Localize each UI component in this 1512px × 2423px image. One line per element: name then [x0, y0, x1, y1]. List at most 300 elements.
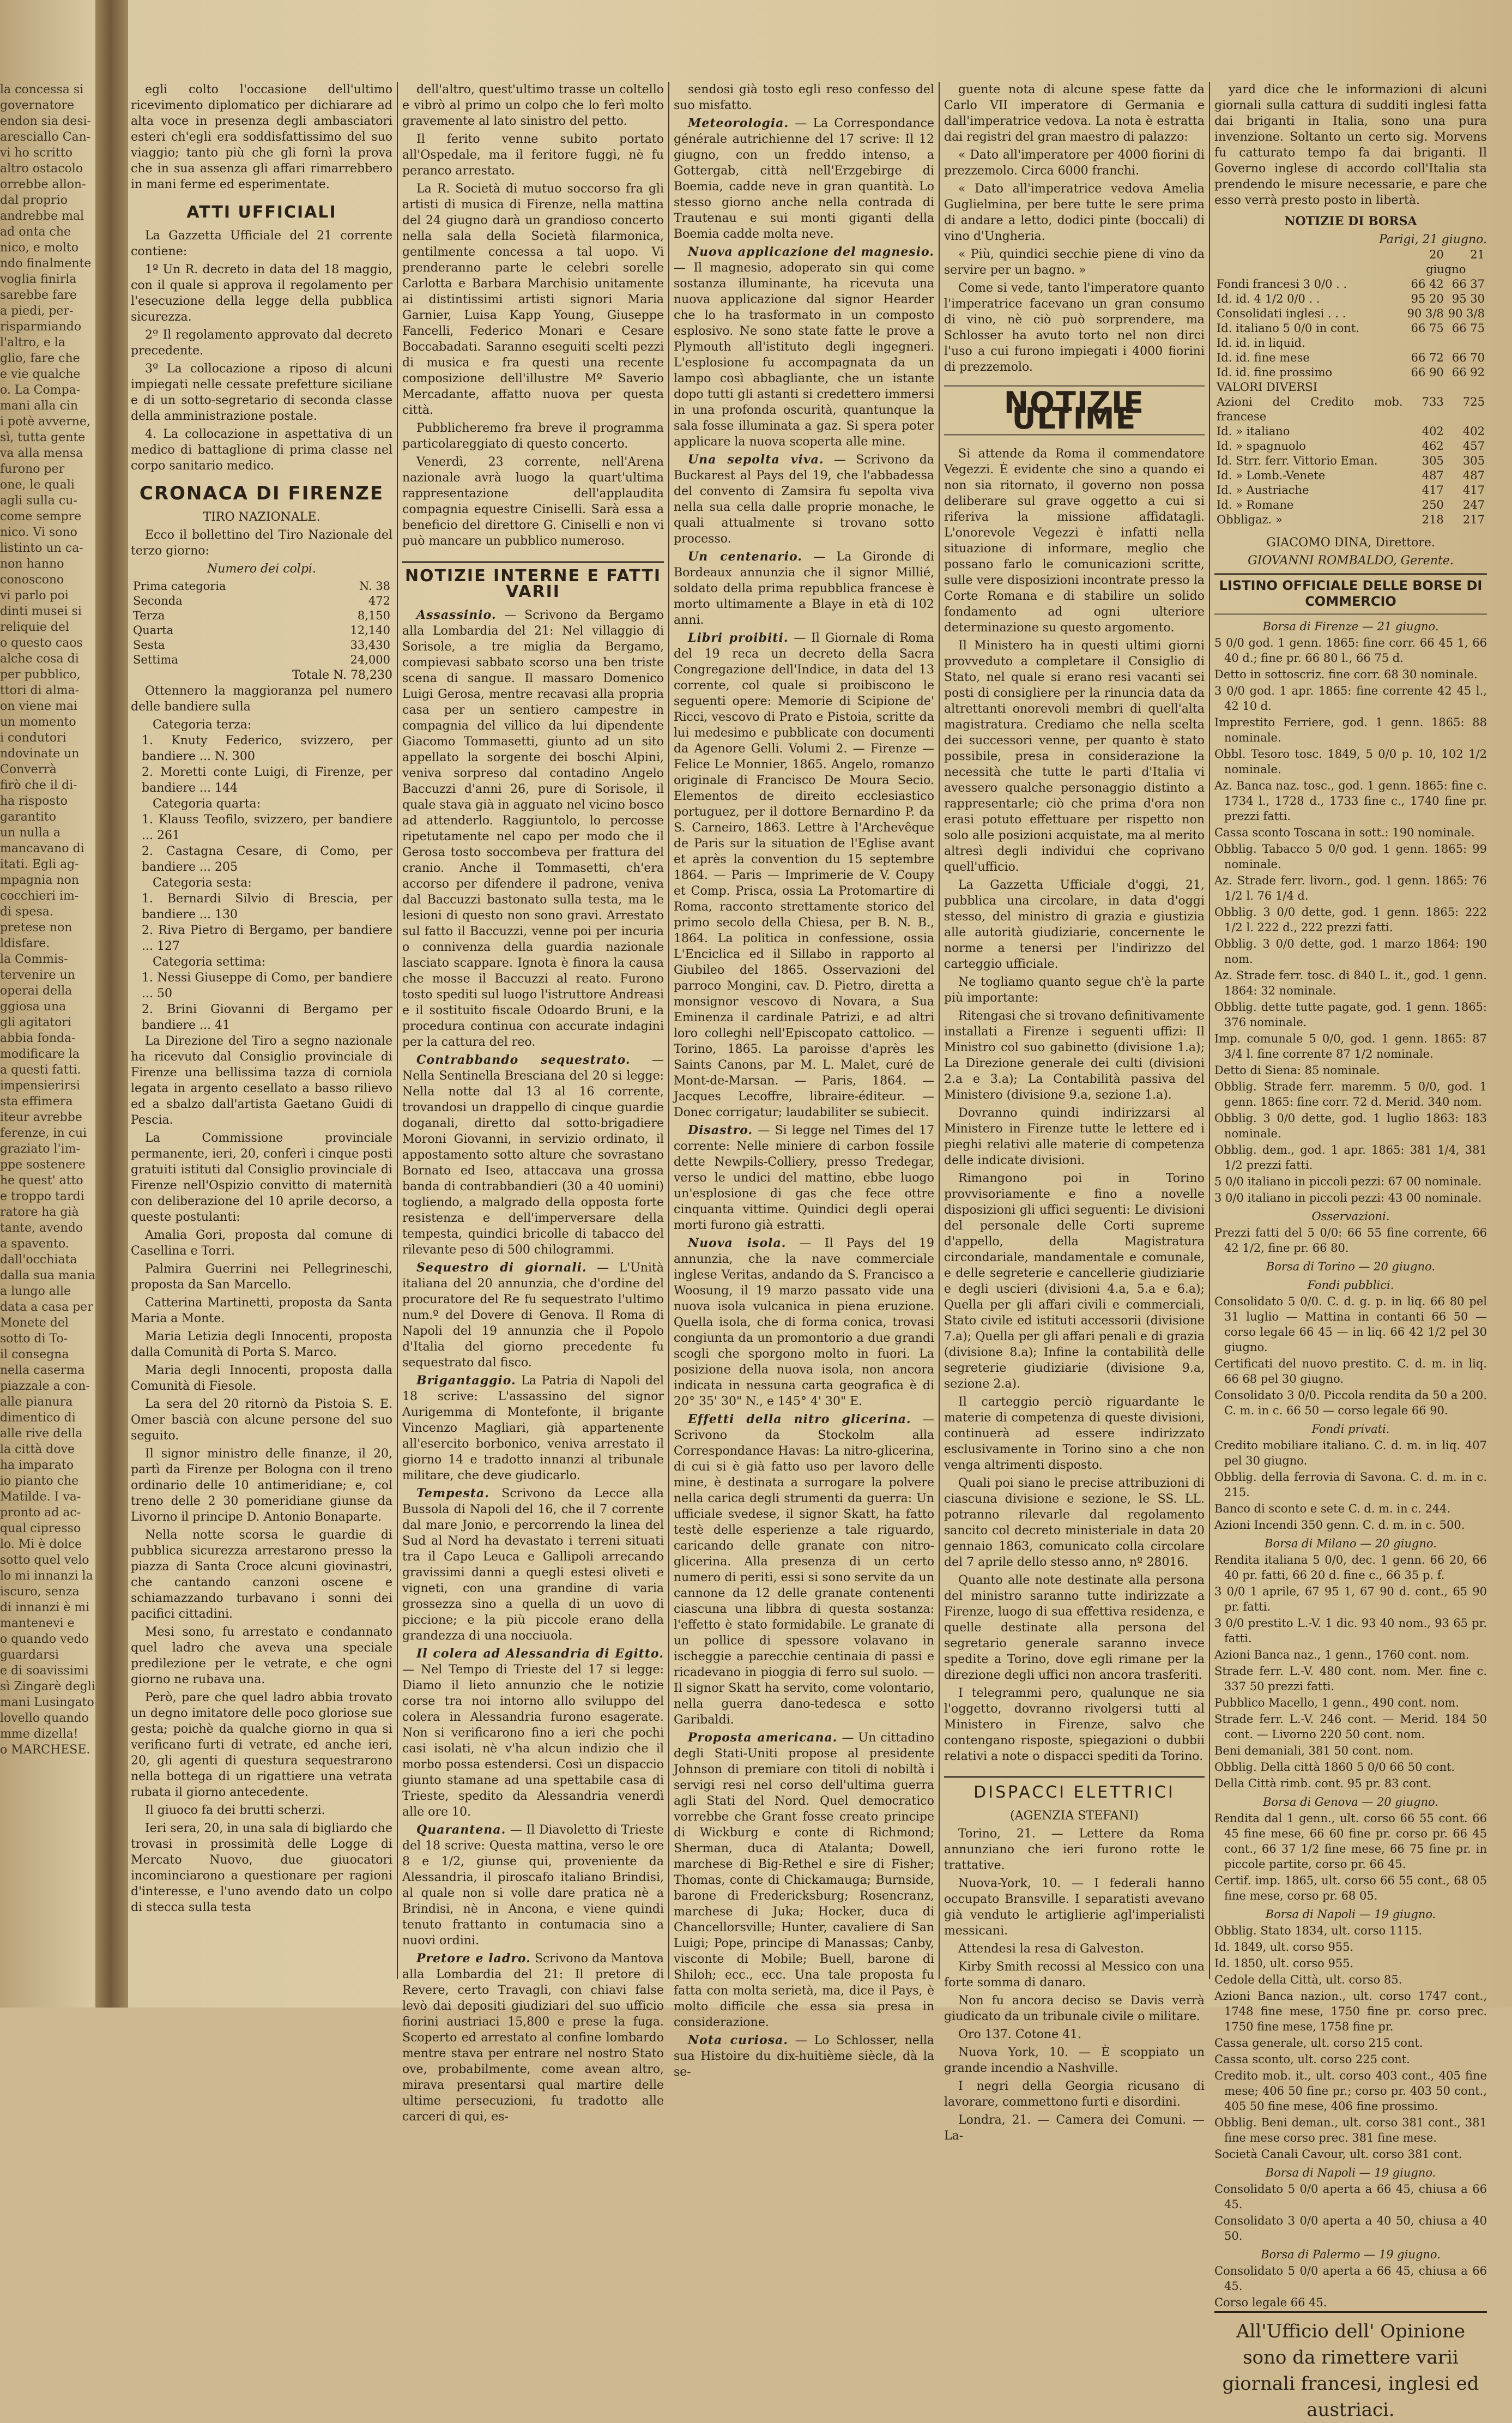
- news-paragraph: dell'altro, quest'ultimo trasse un coltello e vibrò al primo un colpo che lo ferì molto gravemente al lato sinistro del petto.: [402, 83, 664, 128]
- fragment-line: sì Zingarè degli: [0, 1680, 95, 1693]
- news-paragraph: Il giuoco fa dei brutti scherzi.: [145, 1804, 325, 1817]
- listino-line: Obblig. Beni deman., ult. corso 381 cont., 381 fine mese corso prec. 381 fine mese.: [1214, 2116, 1487, 2144]
- tiro-value: 24,000: [350, 653, 390, 666]
- fragment-line: per pubblico,: [0, 668, 81, 682]
- listino-section: Borsa di Napoli — 19 giugno.: [1265, 1908, 1436, 1921]
- borsa-header-blank: [1214, 262, 1405, 277]
- borsa-col-21: 21: [1470, 248, 1485, 261]
- news-paragraph: Pubblicheremo fra breve il programma particolareggiato di questo concerto.: [402, 421, 664, 451]
- news-paragraph: Ritengasi che si trovano definitivamente installati a Firenze i seguenti uffizi: Il Ministro col suo gabinetto (divisione 1.a); La Direzione generale dei culti (divisioni 2.a e 3.a); La Contabilità passiva del Ministero (divisione 9.a, sezione 1.a).: [944, 1009, 1205, 1102]
- fragment-line: conoscono: [0, 573, 64, 587]
- news-item-title: Contrabbando sequestrato.: [416, 1053, 631, 1067]
- fragment-line: vi parlo poi: [0, 589, 69, 602]
- fragment-line: listinto un ca-: [0, 541, 83, 555]
- fragment-line: on viene mai: [0, 700, 78, 713]
- bandiere-line: 2. Brini Giovanni di Bergamo per bandiere ... 41: [142, 1003, 392, 1032]
- borsa-row: [1214, 351, 1487, 365]
- dispacci-list: [944, 1826, 1205, 2144]
- listino-line: Az. Strade ferr. tosc. di 840 L. it., god. 1 genn. 1864: 32 nominale.: [1214, 969, 1487, 997]
- fragment-line: a lungo alle: [0, 1285, 71, 1298]
- borsa-value-20: 305: [1422, 454, 1444, 467]
- fragment-line: graziato l'im-: [0, 1142, 80, 1156]
- borsa-row: [1214, 424, 1487, 439]
- news-item-title: Libri proibiti.: [688, 631, 789, 645]
- dispacci-heading: DISPACCI ELETTRICI: [944, 1776, 1205, 1800]
- news-paragraph: La Gazzetta Ufficiale d'oggi, 21, pubblica una circolare, in data d'oggi stesso, del ministro di grazia e giustizia alle autorità giudiziarie, concernente le norme a tenersi per l'indirizzo del carteggio ufficiale.: [944, 878, 1205, 971]
- borsa-label: Id. id. fine prossimo: [1217, 366, 1333, 379]
- borsa-row: [1214, 483, 1487, 498]
- news-item-title: Nuova applicazione del magnesio.: [688, 245, 934, 259]
- bandiere-line: 2. Castagna Cesare, di Como, per bandiere ... 205: [142, 845, 392, 874]
- borsa-value-21: 417: [1462, 484, 1485, 497]
- news-paragraph: La sera del 20 ritornò da Pistoia S. E. Omer bascià con alcune persone del suo seguito.: [131, 1397, 392, 1443]
- notizie-interne-heading: NOTIZIE INTERNE E FATTI VARII: [402, 561, 664, 600]
- tiro-label: Settima: [133, 653, 178, 666]
- borsa-label: Id. » Lomb.-Venete: [1217, 469, 1326, 482]
- borsa-value-20: 417: [1422, 484, 1444, 497]
- borsa-header-row: [1214, 262, 1487, 277]
- listino-line: Az. Strade ferr. livorn., god. 1 genn. 1865: 76 1/2 l. 76 1/4 d.: [1214, 874, 1487, 902]
- news-paragraph: Ieri sera, 20, in una sala di bigliardo che trovasi in prossimità delle Logge di Mercato Nuovo, due giuocatori incominciarono a questionare per ragioni d'interesse, e l'uno avendo dato un colpo di stecca sulla testa: [131, 1822, 392, 1914]
- listino-line: Certif. imp. 1865, ult. corso 66 55 cont., 68 05 fine mese, corso pr. 68 05.: [1214, 1874, 1487, 1902]
- fragment-line: un momento: [0, 715, 76, 729]
- borsa-value-21: 305: [1462, 454, 1485, 467]
- borsa-value-20: [1405, 380, 1446, 395]
- bandiere-line: 1. Knuty Federico, svizzero, per bandiere ... N. 300: [142, 734, 392, 763]
- fragment-line: i potè avverne,: [0, 415, 90, 429]
- fragment-line: mpagnia non: [0, 873, 80, 887]
- borsa-label: Id. » Romane: [1217, 498, 1294, 511]
- fragment-line: sì, tutta gente: [0, 431, 86, 444]
- listino-line: Strade ferr. L.-V. 246 cont. — Merid. 184 50 cont. — Livorno 220 50 cont. nom.: [1214, 1713, 1487, 1741]
- news-paragraph: Il carteggio perciò riguardante le materie di competenza di queste divisioni, continuerà ad essere indirizzato esclusivamente in Torino sino a che non venga altrimenti disposto.: [944, 1395, 1205, 1472]
- news-item: [674, 1235, 934, 1409]
- news-item: [674, 1412, 934, 1728]
- fragment-line: io pianto che: [0, 1474, 79, 1488]
- news-item: [402, 1260, 664, 1371]
- fragment-line: sarebbe fare: [0, 288, 77, 302]
- news-item-text: — Nel Tempo di Trieste del 17 si legge: Diamo il lieto annunzio che le notizie corse tra noi intorno allo sviluppo del colera in Alessandria furono esagerate. Non si verificarono fino a ieri che pochi casi isolati, nè v'ha alcun indizio che il morbo possa estendersi. Così un dispaccio giunto stamane ad una spettabile casa di Trieste, spedito da Alessandria venerdì alle ore 10.: [402, 1663, 664, 1819]
- news-paragraph: Catterina Martinetti, proposta da Santa Maria a Monte.: [131, 1296, 392, 1325]
- tiro-table: [131, 579, 392, 667]
- fragment-line: modificare la: [0, 1047, 80, 1061]
- listino-line: Consolidato 5 0/0. C. d. g. p. in liq. 66 80 pel 31 luglio — Mattina in contanti 66 50 — corso legale 66 45 — in liq. 66 42 1/2 pel 30 giugno.: [1214, 1295, 1487, 1354]
- borsa-value-21: 95 30: [1451, 292, 1485, 305]
- fragment-line: mantenevi e: [0, 1617, 75, 1630]
- listino-line: 3 0/0 prestito L.-V. 1 dic. 93 40 nom., 93 65 pr. fatti.: [1214, 1617, 1487, 1645]
- listino-line: Obblig. Della città 1860 5 0/0 66 50 cont.: [1214, 1761, 1455, 1774]
- news-item-title: Tempesta.: [416, 1486, 489, 1500]
- dispatch-paragraph: Attendesi la resa di Galveston.: [958, 1942, 1144, 1956]
- news-paragraph: La Commissione provinciale permanente, ieri, 20, conferì i cinque posti gratuiti istituti dal Consiglio provinciale di Firenze nell'Ospizio convitto di maternità con deliberazione del 10 aprile decorso, a queste postulanti:: [131, 1131, 392, 1224]
- tiro-row: [131, 579, 392, 594]
- fragment-line: la concessa si: [0, 83, 84, 97]
- news-item-title: Il colera ad Alessandria di Egitto.: [416, 1647, 664, 1661]
- listino-line: Cedole della Città, ult. corso 85.: [1214, 1973, 1402, 1986]
- listino-line: 3 0/0 1 aprile, 67 95 1, 67 90 d. cont., 65 90 pr. fatti.: [1214, 1585, 1487, 1613]
- listino-line: Strade ferr. L.-V. 480 cont. nom. Mer. fine c. 337 50 prezzi fatti.: [1214, 1665, 1487, 1693]
- fragment-line: Matilde. I va-: [0, 1490, 81, 1504]
- news-item: [402, 607, 664, 1050]
- column-5-paragraphs: [1214, 82, 1487, 208]
- fragment-line: o quando vedo: [0, 1632, 89, 1646]
- news-paragraph: Maria Letizia degli Innocenti, proposta dalla Comunità di Porta S. Marco.: [131, 1330, 392, 1359]
- tiro-row: [131, 638, 392, 653]
- fragment-line: qual cipresso: [0, 1522, 81, 1535]
- news-item-title: Proposta americana.: [688, 1731, 838, 1745]
- listino-line: 5 0/0 god. 1 genn. 1865: fine corr. 66 45 1, 66 40 d.; fine pr. 66 80 l., 66 75 d.: [1214, 636, 1487, 665]
- borsa-value-21: 487: [1462, 469, 1485, 482]
- news-item-text: La Patria di Napoli del 18 scrive: L'assassino del signor Aurigemma di Montefonte, il brigante Vincenzo Magliari, già appartenente all'esercito borbonico, veniva arrestato il giorno 14 e tradotto innanzi al tribunale militare, che deve giudicarlo.: [402, 1374, 664, 1482]
- borsa-row: [1214, 321, 1487, 336]
- atti-item: 4. La collocazione in aspettativa di un medico di battaglione di prima classe nel corpo sanitario medico.: [131, 427, 392, 473]
- fragment-line: lo mi innanzi la: [0, 1569, 93, 1583]
- news-item-text: — Il Pays del 19 annunzia, che la nave commerciale inglese Veritas, andando da S. Francisco a Woosung, il 19 marzo passato vide una nuova isola vulcanica in piena eruzione. Quella isola, che di forma conica, trovasi congiunta da un promontorio a due grandi scogli che sporgono molto in fuori. La posizione della nuova isola, non ancora indicata in nessuna carta geografica è di 20° 35' 30" N., e 145° 4' 30" E.: [674, 1237, 934, 1408]
- tiro-row: [131, 653, 392, 667]
- fragment-line: non hanno: [0, 557, 64, 571]
- fragment-line: guardarsi: [0, 1648, 59, 1662]
- tiro-row: [131, 623, 392, 638]
- borsa-row: [1214, 365, 1487, 380]
- intro-paragraph: egli colto l'occasione dell'ultimo ricevimento diplomatico per dichiarare ad alta voce in presenza degli ambasciatori esteri ch'egli era soddisfattissimo del suo viaggio; tanto più che gli fornì la prova che in sua assenza gli affari rimarrebbero in mani ferme ed esperimentate.: [131, 83, 392, 191]
- news-item-title: Assassinio.: [416, 608, 497, 622]
- borsa-value-20: 66 90: [1411, 366, 1444, 379]
- news-item-text: — Scrivono da Bergamo alla Lombardia del 21: Nel villaggio di Sorisole, a tre miglia da Bergamo, compievasi sabbato scorso una ben triste scena di sangue. Il massaro Domenico Luigi Gerosa, mentre recavasi alla propria casa per un sentiero campestre in compagnia del villico da lui dipendente Giacomo Tommasetti, giunto ad un sito appellato la sorgente dei boschi Alpini, veniva sorpreso dal contadino Angelo Baccuzzi d'anni 26, pure di Sorisole, il quale stava già in agguato nel vicino bosco ad attenderlo. Raggiuntolo, lo percosse ripetutamente nel capo per modo che il Gerosa tosto soccombeva per frattura del cranio. Anche il Tommasetti, ch'era accorso per difendere il padrone, veniva dal Baccuzzi bastonato sulla testa, ma le lesioni di questo non sono gravi. Arrestato sul fatto il Baccuzzi, venne poi per incuria o connivenza della guardia nazionale lasciato scappare. Ignota è finora la causa che mosse il Baccuzzi al reato. Furono tosto spediti sul luogo l'istruttore Andreasi e il sostituito fiscale Odoardo Bruni, e la procedura continua con accurate indagini per la cattura del reo.: [402, 608, 664, 1049]
- news-paragraph: Però, pare che quel ladro abbia trovato un degno imitatore delle poco gloriose sue gesta; poichè da qualche giorno in qua si verificano furti di vetrate, ed anche ieri, 20, gli agenti di questura sequestrarono nella bottega di un rigattiere una vetrata rubata il giorno antecedente.: [131, 1691, 392, 1799]
- news-item: [402, 1486, 664, 1644]
- atti-item: 2º Il regolamento approvato dal decreto precedente.: [131, 328, 392, 358]
- fragment-line: data a casa per: [0, 1300, 93, 1314]
- news-item-title: Quarantena.: [416, 1823, 506, 1837]
- tiro-total: Totale N. 78,230: [292, 668, 392, 682]
- fragment-line: a piedi, per-: [0, 304, 74, 318]
- news-item-title: Meteorologia.: [688, 116, 789, 130]
- fragment-line: glio, fare che: [0, 352, 80, 365]
- news-item: [674, 1730, 934, 2030]
- news-item: [674, 244, 934, 450]
- fragment-line: a questi fatti.: [0, 1063, 81, 1077]
- fragment-line: ggiosa una: [0, 1000, 66, 1014]
- dispatch-paragraph: Non fu ancora deciso se Davis verrà giudicato da un tribunale civile o militare.: [944, 1994, 1205, 2023]
- listino-line: Id. 1850, ult. corso 955.: [1214, 1957, 1354, 1970]
- fragment-line: e di soavissimi: [0, 1664, 89, 1678]
- gerente-signature: GIOVANNI ROMBALDO, Gerente.: [1248, 554, 1454, 568]
- column-3: [674, 82, 935, 2079]
- fragment-line: iteur avrebbe: [0, 1111, 82, 1124]
- fragment-line: reliquie del: [0, 620, 70, 634]
- cronaca-heading: CRONACA DI FIRENZE: [139, 483, 384, 504]
- bandiere-line: 1. Klauss Teofilo, svizzero, per bandiere ... 261: [142, 813, 392, 842]
- fragment-line: come sempre: [0, 510, 82, 523]
- news-paragraph: Il signor ministro delle finanze, il 20, partì da Firenze per Bologna con il treno ordinario delle 10 antimeridiane; e, col treno delle 2 30 pomeridiane giunse da Livorno il principe D. Antonio Bonaparte.: [131, 1447, 392, 1524]
- news-item: [674, 630, 934, 1120]
- dispatch-paragraph: Nuova York, 10. — È scoppiato un grande incendio a Nashville.: [944, 2046, 1205, 2075]
- listino-line: Della Città rimb. cont. 95 pr. 83 cont.: [1214, 1777, 1432, 1790]
- tiro-caption: Numero dei colpi.: [207, 562, 316, 576]
- fragment-line: piazzale a con-: [0, 1379, 90, 1393]
- listino-line: 5 0/0 italiano in piccoli pezzi: 67 00 nominale.: [1214, 1175, 1482, 1188]
- borsa-value-21: 217: [1462, 513, 1485, 526]
- news-paragraph: Si attende da Roma il commendatore Vegezzi. È evidente che sino a quando ei non sia ritornato, il governo non possa deliberare sul grave oggetto a cui si riferiva la missione affidatagli. L'onorevole Vegezzi è infatti nella situazione di informare, meglio che possano farlo le comunicazioni scritte, sulle vere disposizioni incontrate presso la Corte Romana e di stabilire un solido fondamento ad ogni ulteriore determinazione su questo argomento.: [944, 447, 1205, 635]
- atti-item: 3º La collocazione a riposo di alcuni impiegati nelle cessate prefetture siciliane e di un sotto-segretario di seconda classe della amministrazione postale.: [131, 362, 392, 423]
- listino-line: Obblig. dette tutte pagate, god. 1 genn. 1865: 376 nominale.: [1214, 1000, 1487, 1029]
- news-item-title: Nota curiosa.: [688, 2033, 788, 2047]
- news-item-title: Un centenario.: [688, 550, 802, 564]
- news-item-text: — Il Diavoletto di Trieste del 18 scrive: Questa mattina, verso le ore 8 e 1/2, giunse qui, proveniente da Alessandria, il piroscafo italiano Brindisi, al quale non si volle dare pratica nè a Brindisi, nè in Ancona, e viene quindi tenuto frattanto in contumacia sino a nuovi ordini.: [402, 1823, 664, 1948]
- left-page-fragment: [0, 82, 94, 1990]
- news-item-text: — La Correspondance générale autrichienne del 17 scrive: Il 12 giugno, con un freddo intenso, a Gottergab, città nell'Erzgebirge di Boemia, cadde neve in gran quantità. Lo stesso giorno anche nella contrada di Trautenau e sui monti giganti della Boemia cadde molta neve.: [674, 117, 934, 241]
- borsa-row: [1214, 306, 1487, 321]
- fragment-line: ndovinate un: [0, 747, 80, 761]
- borsa-row: [1214, 292, 1487, 306]
- fragment-line: la città dove: [0, 1443, 75, 1456]
- listino-line: 3 0/0 italiano in piccoli pezzi: 43 00 nominale.: [1214, 1191, 1482, 1204]
- listino-line: Beni demaniali, 381 50 cont. nom.: [1214, 1744, 1414, 1757]
- borsa-row: [1214, 468, 1487, 483]
- listino-line: Corso legale 66 45.: [1214, 2296, 1327, 2309]
- tiro-value: 33,430: [350, 638, 390, 652]
- fragment-line: sta effimera: [0, 1095, 73, 1108]
- column-3-lead: sendosi già tosto egli reso confesso del suo misfatto.: [674, 83, 934, 112]
- borsa-value-21: 725: [1462, 395, 1485, 408]
- fragment-line: a spavento.: [0, 1237, 69, 1251]
- fragment-line: ppe sostenere: [0, 1158, 86, 1172]
- listino-line: Credito mob. it., ult. corso 403 cont., 405 fine mese; 406 50 fine pr.; corso pr. 403 50 cont., 405 50 fine mese, 406 fine prossimo.: [1214, 2069, 1487, 2113]
- dispatch-paragraph: Nuova-York, 10. — I federali hanno occupato Bransville. I separatisti avevano già venduto le artiglierie agl'imperialisti messicani.: [944, 1877, 1205, 1938]
- fragment-line: ha risposto: [0, 794, 68, 808]
- borsa-label: Consolidati inglesi . . .: [1217, 307, 1346, 320]
- listino-line: Azioni Banca nazion., ult. corso 1747 cont., 1748 fine mese, 1750 fine pr. corso prec. 1750 fine mese, 1758 fine pr.: [1214, 1990, 1487, 2033]
- news-item: [674, 116, 934, 242]
- borsa-row: [1214, 454, 1487, 468]
- fragment-line: alle pianura: [0, 1395, 73, 1409]
- news-paragraph: « Più, quindici secchie piene di vino da servire per un bagno. »: [944, 248, 1205, 277]
- borsa-value-20: 90 3/8: [1407, 307, 1444, 320]
- column-2-paragraphs: [402, 82, 664, 549]
- fragment-line: mancavano di: [0, 842, 84, 855]
- news-paragraph: I telegrammi pero, qualunque ne sia l'oggetto, dovranno rivolgersi tutti al Ministero in Firenze, salvo che contengano risposte, spiegazioni o dubbii relativi a note o dispacci spediti da Torino.: [944, 1686, 1205, 1763]
- fragment-line: un nulla a: [0, 826, 61, 840]
- borsa-row: [1214, 380, 1487, 395]
- fragment-line: Converrà: [0, 763, 57, 776]
- fragment-line: di innanzi è mi: [0, 1601, 90, 1614]
- listino-line: Obblig. Tabacco 5 0/0 god. 1 genn. 1865: 99 nominale.: [1214, 842, 1487, 871]
- listino-section: Borsa di Milano — 20 giugno.: [1265, 1537, 1437, 1550]
- news-paragraph: Nella notte scorsa le guardie di pubblica sicurezza arrestarono presso la piazza di Santa Croce alcuni giovinastri, che cantando canzoni oscene e schiamazzando turbavano i sonni dei pacifici cittadini.: [131, 1528, 392, 1621]
- fragment-line: he quest' atto: [0, 1174, 83, 1188]
- borsa-heading: NOTIZIE DI BORSA: [1284, 214, 1417, 228]
- fragment-line: i condutori: [0, 731, 66, 745]
- news-paragraph: La Direzione del Tiro a segno nazionale ha ricevuto dal Consiglio provinciale di Firenze una bellissima tazza di corniola legata in argento cesellato a basso rilievo ed a sbalzo dall'artista Gaetano Guidi di Pescia.: [131, 1034, 392, 1127]
- listino-section: Fondi privati.: [1311, 1423, 1390, 1436]
- fragment-line: o. La Compa-: [0, 383, 81, 397]
- atti-item: 1º Un R. decreto in data del 18 maggio, con il quale si approva il regolamento per l'esecuzione della legge della pubblica sicurezza.: [131, 263, 392, 324]
- news-item-text: — Il magnesio, adoperato sin qui come sostanza illuminante, ha ricevuta una nuova applicazione dal signor Hearder che lo ha trasformato in un composto esplosivo. Ne sono state fatte le prove a Plymouth all'istituto degli ingegneri. L'esplosione fu accompagnata da un lampo così abbagliante, che un istante dopo tutti gli astanti si credettero immersi in una profonda oscurità, quantunque la sala fosse illuminata a gaz. Si spera poter applicare la nuova scoperta alle mine.: [674, 261, 934, 449]
- news-item: [674, 452, 934, 547]
- fragment-line: la Commis-: [0, 953, 68, 966]
- column-rule: [1209, 82, 1210, 1979]
- listino-line: Az. Banca naz. tosc., god. 1 genn. 1865: fine c. 1734 l., 1728 d., 1733 fine c., 1740 fine pr. prezzi fatti.: [1214, 779, 1487, 823]
- dispatch-paragraph: Oro 137. Cotone 41.: [958, 2028, 1082, 2041]
- listino-line: Rendita dal 1 genn., ult. corso 66 55 cont. 66 45 fine mese, 66 60 fine pr. corso pr. 66 45 cont., 66 37 1/2 fine mese, 66 75 fine pr. in piccole partite, corso pr. 66 45.: [1214, 1812, 1487, 1871]
- news-paragraph: guente nota di alcune spese fatte da Carlo VII imperatore di Germania e dall'imperatrice vedova. La nota è estratta dai registri del gran maestro di palazzo:: [944, 83, 1205, 144]
- news-item: [402, 1822, 664, 1949]
- fragment-line: aresciallo Can-: [0, 130, 91, 144]
- news-item-text: — Scrivono da Buckarest al Pays del 19, che l'abbadessa del convento di Zamsira fu sepolta viva nella sua cella dalle proprie monache, le quali attualmente si trovano sotto processo.: [674, 453, 934, 546]
- news-item: [402, 1373, 664, 1484]
- borsa-value-20: 66 72: [1411, 351, 1444, 364]
- column-rule: [397, 82, 398, 1979]
- listino-section: Osservazioni.: [1311, 1210, 1390, 1223]
- column-rule: [668, 82, 669, 1979]
- news-item-title: Brigantaggio.: [416, 1373, 516, 1388]
- borsa-label: Id. id. fine mese: [1217, 351, 1310, 364]
- dispatch-paragraph: I negri della Georgia ricusano di lavorare, commettono furti e disordini.: [944, 2080, 1205, 2109]
- fragment-line: sotto quel velo: [0, 1553, 89, 1567]
- listino-line: Cassa sconto Toscana in sott.: 190 nominale.: [1214, 826, 1475, 839]
- column-1: [131, 82, 392, 1979]
- cronaca-paragraphs: [131, 1033, 392, 1915]
- tiro-row: [131, 608, 392, 623]
- news-paragraph: Maria degli Innocenti, proposta dalla Comunità di Fiesole.: [131, 1364, 392, 1393]
- fragment-line: ad onta che: [0, 225, 71, 239]
- fragment-line: e vie qualche: [0, 367, 81, 381]
- fragment-line: andrebbe mal: [0, 209, 84, 223]
- borsa-label: Id. » italiano: [1217, 425, 1290, 438]
- listino-line: Prezzi fatti del 5 0/0: 66 55 fine corrente, 66 42 1/2, fine pr. 66 80.: [1214, 1226, 1487, 1255]
- fragment-line: ratore ha già: [0, 1206, 79, 1219]
- news-item-text: — Lo Schlosser, nella sua Histoire du dix-huitième siècle, dà la se-: [674, 2034, 935, 2079]
- bandiere-list: [131, 717, 392, 1033]
- atti-ufficiali-heading: ATTI UFFICIALI: [186, 203, 337, 222]
- fragment-line: il consegna: [0, 1348, 69, 1361]
- listino-line: Cassa generale, ult. corso 215 cont.: [1214, 2036, 1423, 2050]
- borsa-value-21: 66 92: [1451, 366, 1485, 379]
- fragment-line: va alla mensa: [0, 447, 83, 460]
- borsa-label: Fondi francesi 3 0/0 . .: [1217, 278, 1347, 291]
- bandiere-intro: Ottennero la maggioranza pel numero delle bandiere sulla: [131, 684, 392, 714]
- tiro-value: N. 38: [359, 580, 390, 593]
- news-paragraph: « Dato all'imperatrice vedova Amelia Guglielmina, per bere tutte le sere prima di andare a letto, dodici pinte (boccali) di vino d'Ungheria.: [944, 182, 1205, 243]
- borsa-row: [1214, 277, 1487, 292]
- borsa-value-21: 402: [1462, 425, 1485, 438]
- news-item: [674, 1123, 934, 1233]
- dispatch-paragraph: Londra, 21. — Camera dei Comuni. — La-: [944, 2113, 1205, 2143]
- news-paragraph: Come si vede, tanto l'imperatore quanto l'imperatrice facevano un gran consumo di vino, nè ciò può sorprendere, ma Schlosser ha avuto torto nel non dirci l'uso a cui furono impiegati i 4000 fiorini di prezzemolo.: [944, 281, 1205, 374]
- listino-line: Azioni Incendi 350 genn. C. d. m. in c. 500.: [1214, 1518, 1465, 1532]
- news-paragraph: Rimangono poi in Torino provvisoriamente e fino a novelle disposizioni gli uffici seguenti: Le divisioni del personale delle Corti supreme d'appello, della Magistratura circondariale, mandamentale e comunale, e delle segreterie e cancellerie giudiziarie e degli uscieri (divisioni 4.a, 5.a e 6.a); Quella per gli affari civili e commerciali, Stato civile ed istituti accessorii (divisione 7.a); Quella per gli affari penali e di grazia (divisione 8.a); Infine la contabilità delle segreterie giudiziarie (divisione 9.a, sezione 2.a).: [944, 1172, 1205, 1391]
- column-rule: [939, 82, 940, 1979]
- news-item-text: — Un cittadino degli Stati-Uniti propose al presidente Johnson di premiare con titoli di nobiltà i servigi resi nel corso dell'ultima guerra agli Stati del Nord. Quel democratico vorrebbe che Grant fosse creato principe di Wickburg e conte di Richmond; Sherman, duca di Atalanta; Dowell, marchese di Big-Rethel e sire di Fisher; Thomas, conte di Chickamauga; Burnside, barone di Fredericksburg; Rosencranz, marchese di Juka; Hocker, duca di Chancellorsville; Hunter, cavaliere di San Luigi; Pope, principe di Manassas; Canby, visconte di Mobile; Buell, barone di Shiloh; ecc., ecc. Una tale proposta fu fatta con molta serietà, ma, dice il Pays, è molto difficile che essa sia presa in considerazione.: [674, 1731, 935, 2029]
- fragment-line: o questo caos: [0, 636, 83, 650]
- listino-line: Pubblico Macello, 1 genn., 490 cont. nom.: [1214, 1696, 1459, 1709]
- dispacci-subheading: (AGENZIA STEFANI): [1010, 1809, 1139, 1823]
- listino-line: Certificati del nuovo prestito. C. d. m. in liq. 66 68 pel 30 giugno.: [1214, 1357, 1487, 1385]
- atti-item: La Gazzetta Ufficiale del 21 corrente contiene:: [131, 229, 392, 258]
- fragment-line: mani Lusingato: [0, 1696, 94, 1709]
- news-paragraph: Il ferito venne subito portato all'Ospedale, ma il feritore fuggì, nè fu peranco arrestato.: [402, 132, 664, 178]
- news-paragraph: Venerdì, 23 corrente, nell'Arena nazionale avrà luogo la quart'ultima rappresentazione dell'applaudita compagnia equestre Ciniselli. Sarà essa a beneficio del direttore G. Ciniselli e non vi può mancare un pubblico numeroso.: [402, 455, 664, 548]
- borsa-label: VALORI DIVERSI: [1217, 381, 1317, 394]
- listino-line: Consolidato 5 0/0 aperta a 66 45, chiusa a 66 45.: [1214, 2264, 1487, 2293]
- borsa-value-20: 95 20: [1411, 292, 1444, 305]
- news-paragraph: Mesi sono, fu arrestato e condannato quel ladro che aveva una speciale predilezione per le vetrate, e che ogni giorno ne rubava una.: [131, 1625, 392, 1686]
- fragment-line: dall'occhiata: [0, 1253, 77, 1267]
- news-item-title: Una sepolta viva.: [688, 453, 824, 467]
- borsa-label: Id. » Austriache: [1217, 484, 1309, 497]
- news-item-text: — L'Unità italiana del 20 annunzia, che d'ordine del procuratore del Re fu sequestrato l'ultimo num.º del Dovere di Genova. Il Roma di Napoli del 19 annunzia che il Popolo d'Italia del giorno precedente fu sequestrato dal fisco.: [402, 1261, 664, 1370]
- borsa-label: Id. id. 4 1/2 0/0 . .: [1217, 292, 1320, 305]
- fragment-line: sotto di To-: [0, 1332, 68, 1346]
- news-item-text: — La Gironde di Bordeaux annunzia che il signor Millié, soldato della prima repubblica francese è morto ultimamente a Blaye in età di 102 anni.: [674, 550, 935, 627]
- news-paragraph: Ne togliamo quanto segue ch'è la parte più importante:: [944, 975, 1205, 1005]
- listino-line: Obblig. 3 0/0 dette, god. 1 genn. 1865: 222 1/2 l. 222 d., 222 prezzi fatti.: [1214, 906, 1487, 934]
- bandiere-line: 1. Nessi Giuseppe di Como, per bandiere ... 50: [142, 971, 392, 1000]
- column-5: [1214, 82, 1487, 2421]
- fragment-line: iscuro, senza: [0, 1585, 80, 1599]
- fragment-line: garantito: [0, 810, 56, 824]
- borsa-value-20: 66 42: [1411, 278, 1444, 291]
- borsa-value-20: 462: [1422, 439, 1444, 453]
- tiro-heading: TIRO NAZIONALE.: [203, 510, 320, 524]
- borsa-row: [1214, 439, 1487, 454]
- tiro-intro: Ecco il bollettino del Tiro Nazionale del terzo giorno:: [131, 528, 392, 558]
- page-gutter: [95, 0, 128, 2008]
- listino-line: Obblig. 3 0/0 dette, god. 1 luglio 1863: 183 nominale.: [1214, 1112, 1487, 1140]
- borsa-label: Azioni del Credito mob. francese: [1217, 395, 1403, 423]
- borsa-label: Obbligaz. »: [1217, 513, 1283, 526]
- borsa-value-20: [1405, 336, 1446, 351]
- borsa-row: [1214, 513, 1487, 527]
- fatti-varii-list: [674, 116, 934, 2080]
- listino-line: Obblig. Strade ferr. maremm. 5 0/0, god. 1 genn. 1865: fine corr. 72 d. Merid. 340 nom.: [1214, 1080, 1487, 1108]
- dispatch-paragraph: Kirby Smith recossi al Messico con una forte somma di danaro.: [944, 1960, 1205, 1990]
- column-2: [402, 82, 664, 2124]
- news-item: [674, 2033, 934, 2080]
- notizie-ultime-heading: NOTIZIE ULTIME: [944, 385, 1205, 436]
- listino-line: Credito mobiliare italiano. C. d. m. in liq. 407 pel 30 giugno.: [1214, 1439, 1487, 1467]
- tiro-row: [131, 594, 392, 608]
- tiro-label: Quarta: [133, 624, 174, 637]
- borsa-row: [1214, 498, 1487, 513]
- listino-section: Borsa di Genova — 20 giugno.: [1262, 1795, 1439, 1809]
- fragment-line: endon sia desi-: [0, 114, 91, 128]
- borsa-value-20: 66 75: [1411, 322, 1444, 335]
- listino-line: Società Canali Cavour, ult. corso 381 cont.: [1214, 2148, 1462, 2161]
- fragment-line: di spesa.: [0, 905, 53, 919]
- listino-line: Banco di sconto e sete C. d. m. in c. 244.: [1214, 1502, 1451, 1515]
- fragment-line: dal proprio: [0, 194, 68, 207]
- listino-section: Borsa di Palermo — 19 giugno.: [1261, 2248, 1441, 2261]
- fragment-line: one, le quali: [0, 478, 75, 492]
- listino-section: Borsa di Torino — 20 giugno.: [1266, 1260, 1436, 1273]
- fragment-line: cocchieri im-: [0, 889, 79, 903]
- fragment-line: operai della: [0, 984, 72, 998]
- fragment-line: l'altro, e la: [0, 336, 65, 349]
- news-item-text: — Si legge nel Times del 17 corrente: Nelle miniere di carbon fossile dette Newpils-Colliery, presso Tredegar, verso le undici del mattino, ebbe luogo un'esplosione di gas che fece ottre cinquanta vittime. Quindici degli operai morti furono già estratti.: [674, 1124, 935, 1232]
- borsa-value-20: 250: [1422, 498, 1444, 511]
- fragment-line: furono per: [0, 462, 65, 476]
- bandiere-line: Categoria sesta:: [153, 876, 252, 890]
- news-paragraph: Dovranno quindi indirizzarsi al Ministero in Firenze tutte le lettere ed i pieghi relativi alle materie di competenza delle indicate divisioni.: [944, 1106, 1205, 1167]
- fragment-line: ferenze, in cui: [0, 1126, 87, 1140]
- tiro-value: 472: [368, 594, 390, 607]
- fragment-line: mani alla cin: [0, 399, 78, 413]
- listino-section: Borsa di Firenze — 21 giugno.: [1262, 620, 1439, 633]
- tiro-label: Terza: [133, 609, 165, 622]
- news-item-title: Nuova isola.: [688, 1236, 787, 1250]
- news-paragraph: Quali poi siano le precise attribuzioni di ciascuna divisione e sezione, le SS. LL. potranno rilevarle dal regolamento sancito col decreto ministeriale in data 20 gennaio 1863, comunicato colla circolare del 7 aprile dello stesso anno, nº 28016.: [944, 1476, 1205, 1569]
